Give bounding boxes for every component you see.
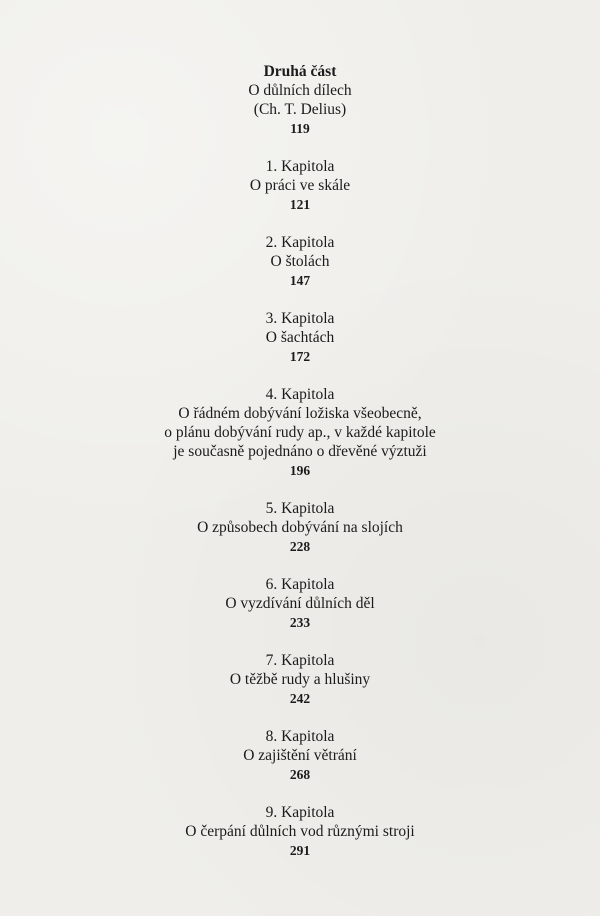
chapter-title-line: je současně pojednáno o dřevěné výztuži — [173, 443, 427, 460]
chapter-label: 4. Kapitola — [265, 386, 335, 403]
chapter-4 — [0, 385, 600, 480]
chapter-label: 9. Kapitola — [265, 804, 335, 821]
chapter-title-line: O způsobech dobývání na slojích — [197, 519, 403, 536]
part-title: Druhá část — [263, 63, 337, 80]
part-subtitle: O důlních dílech — [248, 82, 352, 99]
chapter-page-number: 196 — [289, 463, 311, 478]
chapter-6 — [0, 575, 600, 632]
chapter-title-line: O čerpání důlních vod různými stroji — [185, 823, 415, 840]
chapter-title-line: O práci ve skále — [249, 177, 351, 194]
chapter-title-line: O šachtách — [265, 329, 335, 346]
chapter-8 — [0, 727, 600, 784]
chapter-label: 3. Kapitola — [265, 310, 335, 327]
chapter-page-number: 172 — [289, 349, 311, 364]
chapter-page-number: 147 — [289, 273, 311, 288]
part-heading — [0, 62, 600, 138]
chapter-title-line: O štolách — [270, 253, 330, 270]
chapter-title-line: O zajištění větrání — [243, 747, 357, 764]
chapter-label: 7. Kapitola — [265, 652, 335, 669]
chapter-page-number: 268 — [289, 767, 311, 782]
chapter-page-number: 233 — [289, 615, 311, 630]
part-page-number: 119 — [290, 121, 310, 136]
chapter-title-line: o plánu dobývání rudy ap., v každé kapitole — [164, 424, 436, 441]
chapter-page-number: 228 — [289, 539, 311, 554]
chapter-title-line: O vyzdívání důlních děl — [225, 595, 375, 612]
chapter-9 — [0, 803, 600, 860]
chapter-title-line: O těžbě rudy a hlušiny — [229, 671, 371, 688]
part-author: (Ch. T. Delius) — [253, 101, 347, 118]
chapter-label: 5. Kapitola — [265, 500, 335, 517]
chapter-7 — [0, 651, 600, 708]
table-of-contents — [0, 62, 600, 860]
chapter-label: 8. Kapitola — [265, 728, 335, 745]
chapter-5 — [0, 499, 600, 556]
chapter-label: 2. Kapitola — [265, 234, 335, 251]
chapter-page-number: 291 — [289, 843, 311, 858]
chapter-label: 6. Kapitola — [265, 576, 335, 593]
chapter-label: 1. Kapitola — [265, 158, 335, 175]
chapter-2 — [0, 233, 600, 290]
chapter-1 — [0, 157, 600, 214]
chapter-page-number: 121 — [289, 197, 311, 212]
chapter-page-number: 242 — [289, 691, 311, 706]
chapter-3 — [0, 309, 600, 366]
chapter-title-line: O řádném dobývání ložiska všeobecně, — [178, 405, 422, 422]
